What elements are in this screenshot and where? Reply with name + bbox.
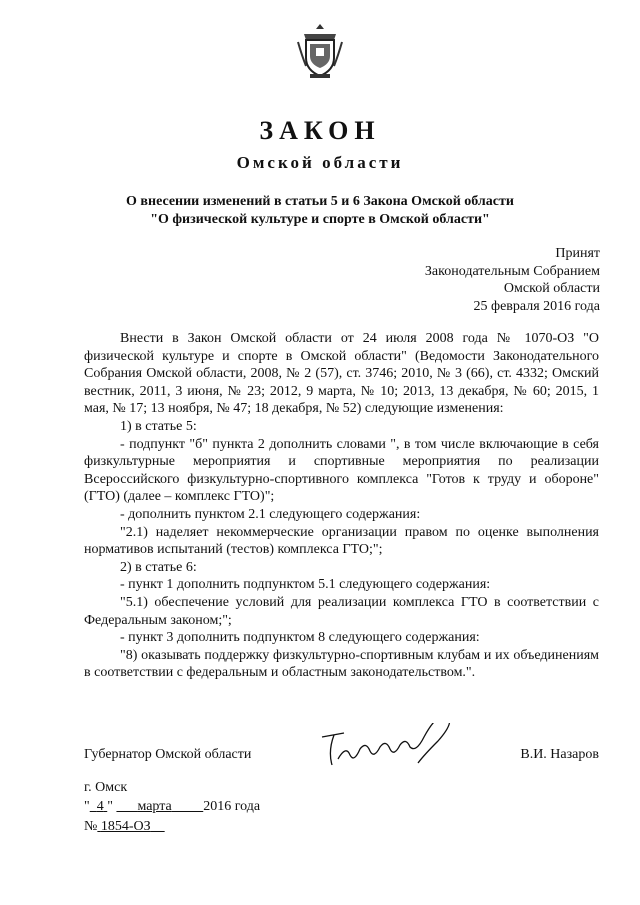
law-number xyxy=(84,819,165,835)
adopted-line-2: Законодательным Собранием xyxy=(424,263,600,279)
date-quote-open: " xyxy=(84,799,90,814)
date-day: 4 xyxy=(96,799,104,814)
signer-position: Губернатор Омской области xyxy=(84,747,252,762)
article-6-change-a-text: "5.1) обеспечение условий для реализации комплекса ГТО в соответствии с Федеральным законом;"; xyxy=(84,594,599,628)
place: г. Омск xyxy=(84,780,128,795)
adopted-line-3: Омской области xyxy=(503,281,600,296)
coat-of-arms-icon xyxy=(296,22,344,80)
number-value: 1854-ОЗ xyxy=(100,819,151,834)
article-5-change-a: - подпункт "б" пункта 2 дополнить словами ", в том числе включающие в себя физкультурные мероприятия и спортивные мероприятия по реализации Всероссийского физкультурно-спортивного комплекса "Готов к труду и обороне" (ГТО) (далее – комплекс ГТО)"; xyxy=(84,436,599,505)
signer-name: В.И. Назаров xyxy=(520,747,599,762)
date-line xyxy=(84,799,260,815)
article-5-heading: 1) в статье 5: xyxy=(120,418,197,434)
number-label: № xyxy=(84,819,98,834)
law-name xyxy=(0,193,640,229)
article-6-heading: 2) в статье 6: xyxy=(120,559,197,575)
intro-paragraph: Внести в Закон Омской области от 24 июля 2008 года № 1070-ОЗ "О физической культуре и спорте в Омской области" (Ведомости Законодательного Собрания Омской области, 2008, № 2 (57), ст. 3746; 2010, № 3 (66), ст. 4332; Омский вестник, 2011, 3 июня, № 23; 2012, 9 марта, № 10; 2013, 13 декабря, № 60; 2015, 1 мая, № 17; 13 ноября, № 47; 18 декабря, № 52) следующие изменения: xyxy=(84,331,599,417)
law-body xyxy=(84,330,599,682)
article-6-change-b-text: "8) оказывать поддержку физкультурно-спортивным клубам и их объединениям в соответствии с федеральным и областным законодательством.". xyxy=(84,647,599,681)
date-month: марта xyxy=(137,799,172,814)
article-6-change-a: - пункт 1 дополнить подпунктом 5.1 следующего содержания: xyxy=(120,577,491,593)
article-5-change-b-text: "2.1) наделяет некоммерческие организации правом по оценке выполнения нормативов испытаний (тестов) комплекса ГТО;"; xyxy=(84,524,599,558)
document-title: ЗАКОН xyxy=(259,116,381,145)
adopted-line-4: 25 февраля 2016 года xyxy=(473,298,600,314)
adoption-block xyxy=(425,245,600,315)
law-name-line-2: "О физической культуре и спорте в Омской области" xyxy=(150,212,490,227)
handwritten-signature xyxy=(314,723,464,773)
document-region: Омской области xyxy=(236,153,404,172)
date-year: 2016 года xyxy=(203,799,261,814)
article-6-change-b: - пункт 3 дополнить подпунктом 8 следующего содержания: xyxy=(120,630,480,646)
law-name-line-1: О внесении изменений в статьи 5 и 6 Закона Омской области xyxy=(126,194,514,209)
article-5-change-b: - дополнить пунктом 2.1 следующего содержания: xyxy=(120,506,421,522)
date-quote-close: " xyxy=(107,799,113,814)
adopted-line-1: Принят xyxy=(555,246,600,261)
